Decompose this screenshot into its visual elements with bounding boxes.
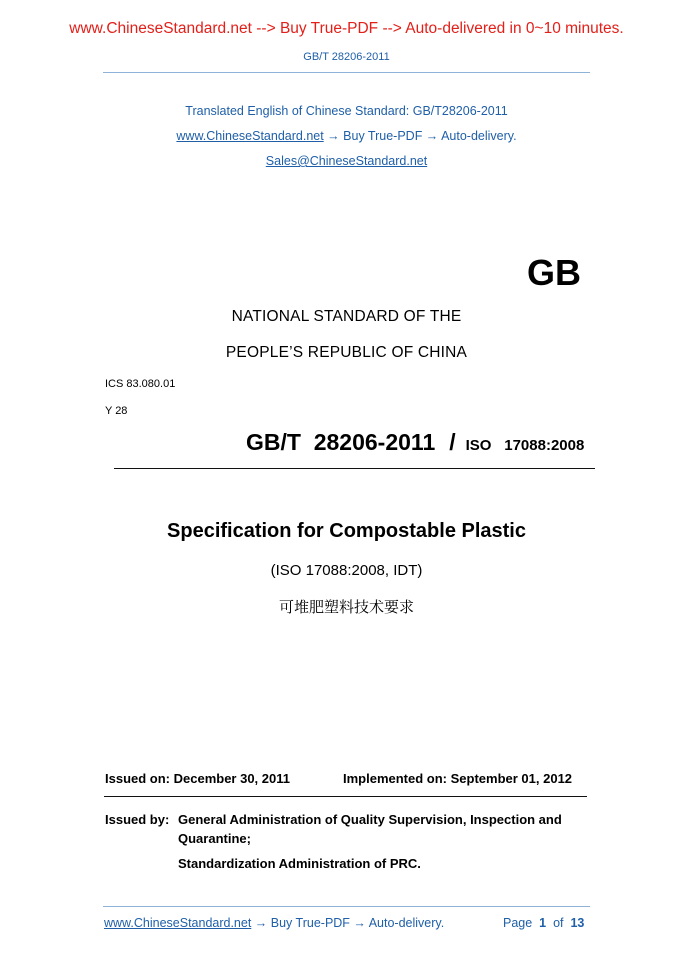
- page-indicator: [503, 916, 584, 930]
- translated-line: Translated English of Chinese Standard: GB/T28206-2011: [185, 104, 508, 118]
- email-link[interactable]: Sales@ChineseStandard.net: [265, 154, 428, 168]
- issuer-line-3: Standardization Administration of PRC.: [178, 856, 421, 871]
- class-code: Y 28: [105, 405, 128, 417]
- std-slash: /: [449, 429, 456, 455]
- site-line-rest: → Buy True-PDF → Auto-delivery.: [323, 129, 517, 143]
- footer-site-link[interactable]: www.ChineseStandard.net: [104, 916, 252, 930]
- gb-mark: GB: [527, 252, 581, 293]
- page-label: Page: [503, 916, 533, 930]
- national-line-2: PEOPLE’S REPUBLIC OF CHINA: [225, 344, 468, 361]
- issued-on: Issued on: December 30, 2011: [105, 771, 290, 786]
- document-subtitle: (ISO 17088:2008, IDT): [270, 562, 423, 579]
- of-label: of: [553, 916, 564, 930]
- site-link[interactable]: www.ChineseStandard.net: [176, 129, 324, 143]
- page-total: 13: [570, 916, 585, 930]
- iso-number: 17088:2008: [504, 437, 585, 454]
- issuer-line-1: General Administration of Quality Supervision, Inspection and: [178, 812, 562, 827]
- chinese-title: 可堆肥塑料技术要求: [278, 598, 414, 616]
- header-rule: [103, 72, 590, 73]
- email-line: [0, 154, 693, 168]
- standard-rule: [114, 468, 595, 469]
- running-head: GB/T 28206-2011: [303, 51, 390, 63]
- footer-rule: [103, 906, 590, 907]
- ics-code: ICS 83.080.01: [105, 378, 176, 390]
- standard-number: [246, 429, 584, 456]
- issuer-line-2: Quarantine;: [178, 831, 251, 846]
- std-number-text: GB/T 28206-2011: [246, 429, 436, 455]
- iso-prefix: ISO: [465, 437, 492, 454]
- document-title: Specification for Compostable Plastic: [167, 520, 526, 542]
- page-number: 1: [539, 916, 547, 930]
- site-line: [0, 129, 693, 143]
- footer-links: [104, 916, 444, 930]
- national-line-1: NATIONAL STANDARD OF THE: [231, 308, 462, 325]
- footer-rest: → Buy True-PDF → Auto-delivery.: [251, 916, 445, 930]
- issued-by-label: Issued by:: [105, 812, 170, 827]
- implemented-on: Implemented on: September 01, 2012: [343, 771, 573, 786]
- dates-rule: [104, 796, 587, 797]
- top-banner[interactable]: www.ChineseStandard.net --> Buy True-PDF --> Auto-delivered in 0~10 minutes.: [69, 20, 624, 37]
